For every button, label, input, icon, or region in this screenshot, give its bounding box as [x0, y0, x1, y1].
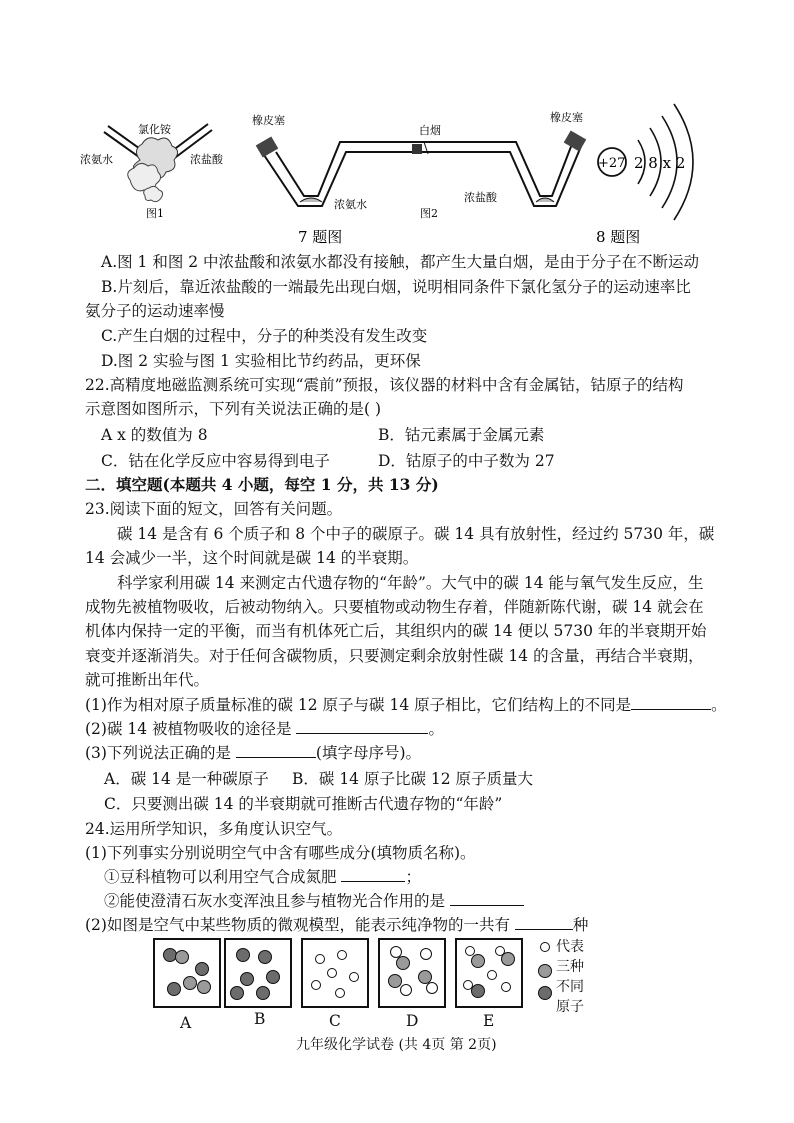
q24-stem: 24.运用所学知识，多角度认识空气。: [85, 820, 343, 838]
q23-option-a: A．碳 14 是一种碳原子: [104, 770, 269, 788]
model-box-b: [224, 938, 292, 1008]
atom: [175, 950, 189, 964]
f2-left-liquid: 浓氨水: [334, 198, 367, 211]
q21-option-b-line1: B.片刻后，靠近浓盐酸的一端最先出现白烟，说明相同条件下氯化氢分子的运动速率比: [101, 278, 691, 296]
q23-option-c: C．只要测出碳 14 的半衰期就可推断古代遗存物的“年龄”: [104, 795, 503, 813]
q24-item1-text: ①豆科植物可以利用空气合成氮肥: [104, 868, 337, 886]
model-box-c: [301, 938, 369, 1008]
q23-para2-line4: 衰变并逐渐消失。对于任何含碳物质，只要测定剩余放射性碳 14 的含量，再结合半衰期，: [85, 647, 704, 665]
q23-para2-line1: 科学家利用碳 14 来测定古代遗存物的“年龄”。大气中的碳 14 能与氧气发生反应，生: [117, 574, 704, 592]
legend-atom: [538, 986, 552, 1000]
q24-sub2-end: 种: [572, 916, 589, 934]
fig7-title: 7 题图: [298, 228, 343, 246]
q24-sub2-blank[interactable]: [515, 915, 573, 930]
fig8-title: 8 题图: [596, 228, 641, 246]
q23-sub1-blank[interactable]: [631, 695, 711, 710]
q22-option-c: C．钴在化学反应中容易得到电子: [101, 452, 330, 470]
model-label-c: C: [329, 1012, 341, 1030]
atom: [471, 984, 485, 998]
atom: [240, 972, 254, 986]
q21-option-c: C.产生白烟的过程中，分子的种类没有发生改变: [101, 327, 428, 345]
model-box-e: [455, 938, 523, 1008]
q24-item2: [104, 890, 524, 912]
model-label-d: D: [406, 1012, 419, 1030]
page-footer: 九年级化学试卷 (共 4页 第 2页): [296, 1037, 497, 1053]
f1-caption: 图1: [146, 207, 164, 220]
atom: [230, 986, 244, 1000]
q23-sub2: [85, 718, 444, 740]
f1-label-right: 浓盐酸: [190, 153, 223, 166]
atom: [183, 976, 197, 990]
q21-option-d: D.图 2 实验与图 1 实验相比节约药品，更环保: [101, 352, 421, 370]
atom: [501, 952, 515, 966]
q24-sub2: [85, 914, 588, 936]
fig8-shells: 2 8 x 2: [634, 154, 686, 172]
atom: [396, 956, 410, 970]
atom: [256, 986, 270, 1000]
f2-smoke: 白烟: [419, 124, 441, 137]
model-label-b: B: [254, 1010, 266, 1028]
q23-sub1-text: (1)作为相对原子质量标准的碳 12 原子与碳 14 原子相比，它们结构上的不同是: [85, 696, 632, 714]
model-box-a: [153, 938, 221, 1008]
legend-atom: [538, 964, 552, 978]
atom: [337, 950, 347, 960]
figure-7-2: [252, 110, 586, 220]
q24-item1: [104, 866, 421, 888]
q23-sub3: [85, 742, 421, 764]
q24-item1-end: ；: [405, 868, 421, 886]
q24-sub1: (1)下列事实分别说明空气中含有哪些成分(填物质名称)。: [85, 844, 476, 862]
q24-sub2-text: (2)如图是空气中某些物质的微观模型，能表示纯净物的一共有: [85, 916, 510, 934]
atom: [400, 984, 412, 996]
q24-item2-text: ②能使澄清石灰水变浑浊且参与植物光合作用的是: [104, 892, 446, 910]
q23-option-b: B．碳 14 原子比碳 12 原子质量大: [292, 770, 534, 788]
q21-option-b-line2: 氨分子的运动速率慢: [85, 302, 225, 320]
atom: [349, 972, 359, 982]
atom: [197, 980, 211, 994]
q23-stem: 23.阅读下面的短文，回答有关问题。: [85, 500, 343, 518]
q22-stem-line1: 22.高精度地磁监测系统可实现“震前”预报，该仪器的材料中含有金属钴，钴原子的结构: [85, 376, 684, 394]
f1-label-top: 氯化铵: [138, 123, 171, 136]
legend-text-1: 代表: [556, 939, 584, 955]
atom: [327, 968, 337, 978]
q23-sub3-blank[interactable]: [236, 743, 316, 758]
legend-atom: [540, 942, 550, 952]
legend-text-4: 原子: [556, 999, 584, 1015]
atom: [420, 948, 432, 960]
atom: [471, 954, 485, 968]
atom: [311, 980, 321, 990]
q23-para1-line1: 碳 14 是含有 6 个质子和 8 个中子的碳原子。碳 14 具有放射性，经过约 5730 年，碳: [117, 525, 715, 543]
q23-sub3-end: (填字母序号)。: [315, 744, 422, 762]
atom: [258, 950, 272, 964]
q24-item1-blank[interactable]: [341, 867, 405, 882]
q23-para2-line5: 就可推断出年代。: [85, 671, 210, 689]
atom: [167, 982, 181, 996]
atom: [266, 970, 280, 984]
model-box-d: [378, 938, 446, 1008]
figures-top: [0, 0, 794, 250]
fig8-nucleus: +27: [598, 156, 626, 171]
atom: [426, 982, 438, 994]
q23-sub2-text: (2)碳 14 被植物吸收的途径是: [85, 720, 292, 738]
q23-para2-line2: 成物先被植物吸收，后被动物纳入。只要植物或动物生存着，伴随新陈代谢，碳 14 就会在: [85, 598, 704, 616]
q23-sub1: [85, 694, 727, 716]
f2-left-stopper: 橡皮塞: [252, 114, 285, 127]
atom: [501, 982, 511, 992]
f2-caption: 图2: [420, 207, 438, 220]
figure-7-1: [80, 122, 224, 220]
section-2-heading: 二．填空题(本题共 4 小题，每空 1 分，共 13 分): [85, 475, 439, 494]
f2-right-stopper: 橡皮塞: [550, 111, 583, 124]
model-label-a: A: [180, 1014, 192, 1032]
q22-stem-line2: 示意图如图所示，下列有关说法正确的是( ): [85, 400, 382, 418]
atom: [315, 954, 325, 964]
atom: [335, 988, 345, 998]
q22-option-a: A x 的数值为 8: [101, 426, 208, 444]
legend-text-2: 三种: [556, 959, 584, 975]
atom: [195, 962, 209, 976]
q23-para2-line3: 机体内保持一定的平衡，而当有机体死亡后，其组织内的碳 14 便以 5730 年的半衰期开始: [85, 622, 707, 640]
model-label-e: E: [483, 1012, 495, 1030]
f1-label-left: 浓氨水: [80, 153, 113, 166]
q23-sub1-end: 。: [711, 696, 727, 714]
q23-sub2-blank[interactable]: [296, 719, 428, 734]
f2-right-liquid: 浓盐酸: [464, 191, 497, 204]
q21-option-a: A.图 1 和图 2 中浓盐酸和浓氨水都没有接触，都产生大量白烟，是由于分子在不断运动: [101, 253, 700, 271]
atom: [236, 948, 250, 962]
q24-item2-blank[interactable]: [450, 891, 524, 906]
figure-8-cobalt-atom: [598, 104, 693, 220]
q23-sub2-end: 。: [428, 720, 444, 738]
legend-text-3: 不同: [556, 979, 584, 995]
q23-para1-line2: 14 会减少一半，这个时间就是碳 14 的半衰期。: [85, 549, 419, 567]
atom: [487, 970, 497, 980]
q22-option-b: B．钴元素属于金属元素: [378, 426, 545, 444]
q22-option-d: D．钴原子的中子数为 27: [378, 452, 555, 470]
q23-sub3-text: (3)下列说法正确的是: [85, 744, 231, 762]
